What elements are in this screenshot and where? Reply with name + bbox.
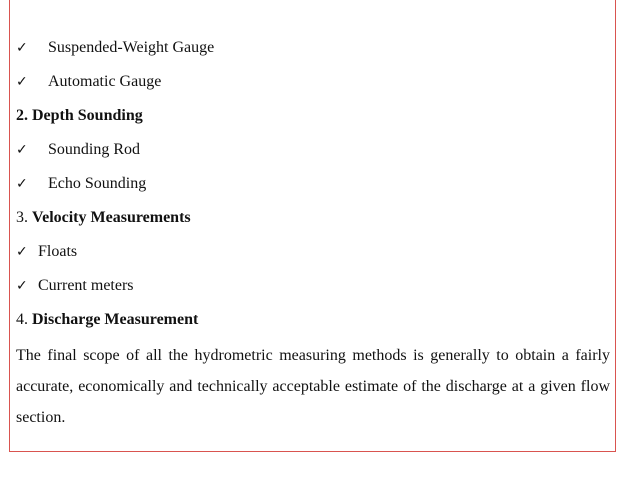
check-icon: ✓ [16, 176, 28, 192]
section-title: Discharge Measurement [32, 311, 199, 328]
list-item-text: Floats [38, 243, 78, 260]
check-icon: ✓ [16, 278, 28, 294]
section-title: Velocity Measurements [32, 209, 191, 226]
section-heading [16, 204, 610, 238]
section-number: 4. [16, 311, 28, 328]
list-item [16, 68, 610, 102]
list-item [16, 34, 610, 68]
check-icon: ✓ [16, 244, 28, 260]
list-item-text: Automatic Gauge [48, 73, 162, 90]
list-item [16, 272, 610, 306]
section-title: Depth Sounding [32, 107, 143, 124]
check-icon: ✓ [16, 40, 28, 56]
list-item [16, 170, 610, 204]
section-number: 2. [16, 107, 28, 124]
section-heading [16, 306, 610, 340]
check-icon: ✓ [16, 142, 28, 158]
list-item-text: Sounding Rod [48, 141, 141, 158]
check-icon: ✓ [16, 74, 28, 90]
list-item-text: Echo Sounding [48, 175, 147, 192]
list-item [16, 238, 610, 272]
list-item-text: Suspended-Weight Gauge [48, 39, 215, 56]
list-item [16, 136, 610, 170]
slide-content [16, 34, 610, 433]
section-number: 3. [16, 209, 28, 226]
body-paragraph: The final scope of all the hydrometric measuring methods is generally to obtain a fairly accurate, economically and technically acceptable estimate of the discharge at a given flow section. [16, 347, 610, 426]
section-heading [16, 102, 610, 136]
list-item-text: Current meters [38, 277, 134, 294]
